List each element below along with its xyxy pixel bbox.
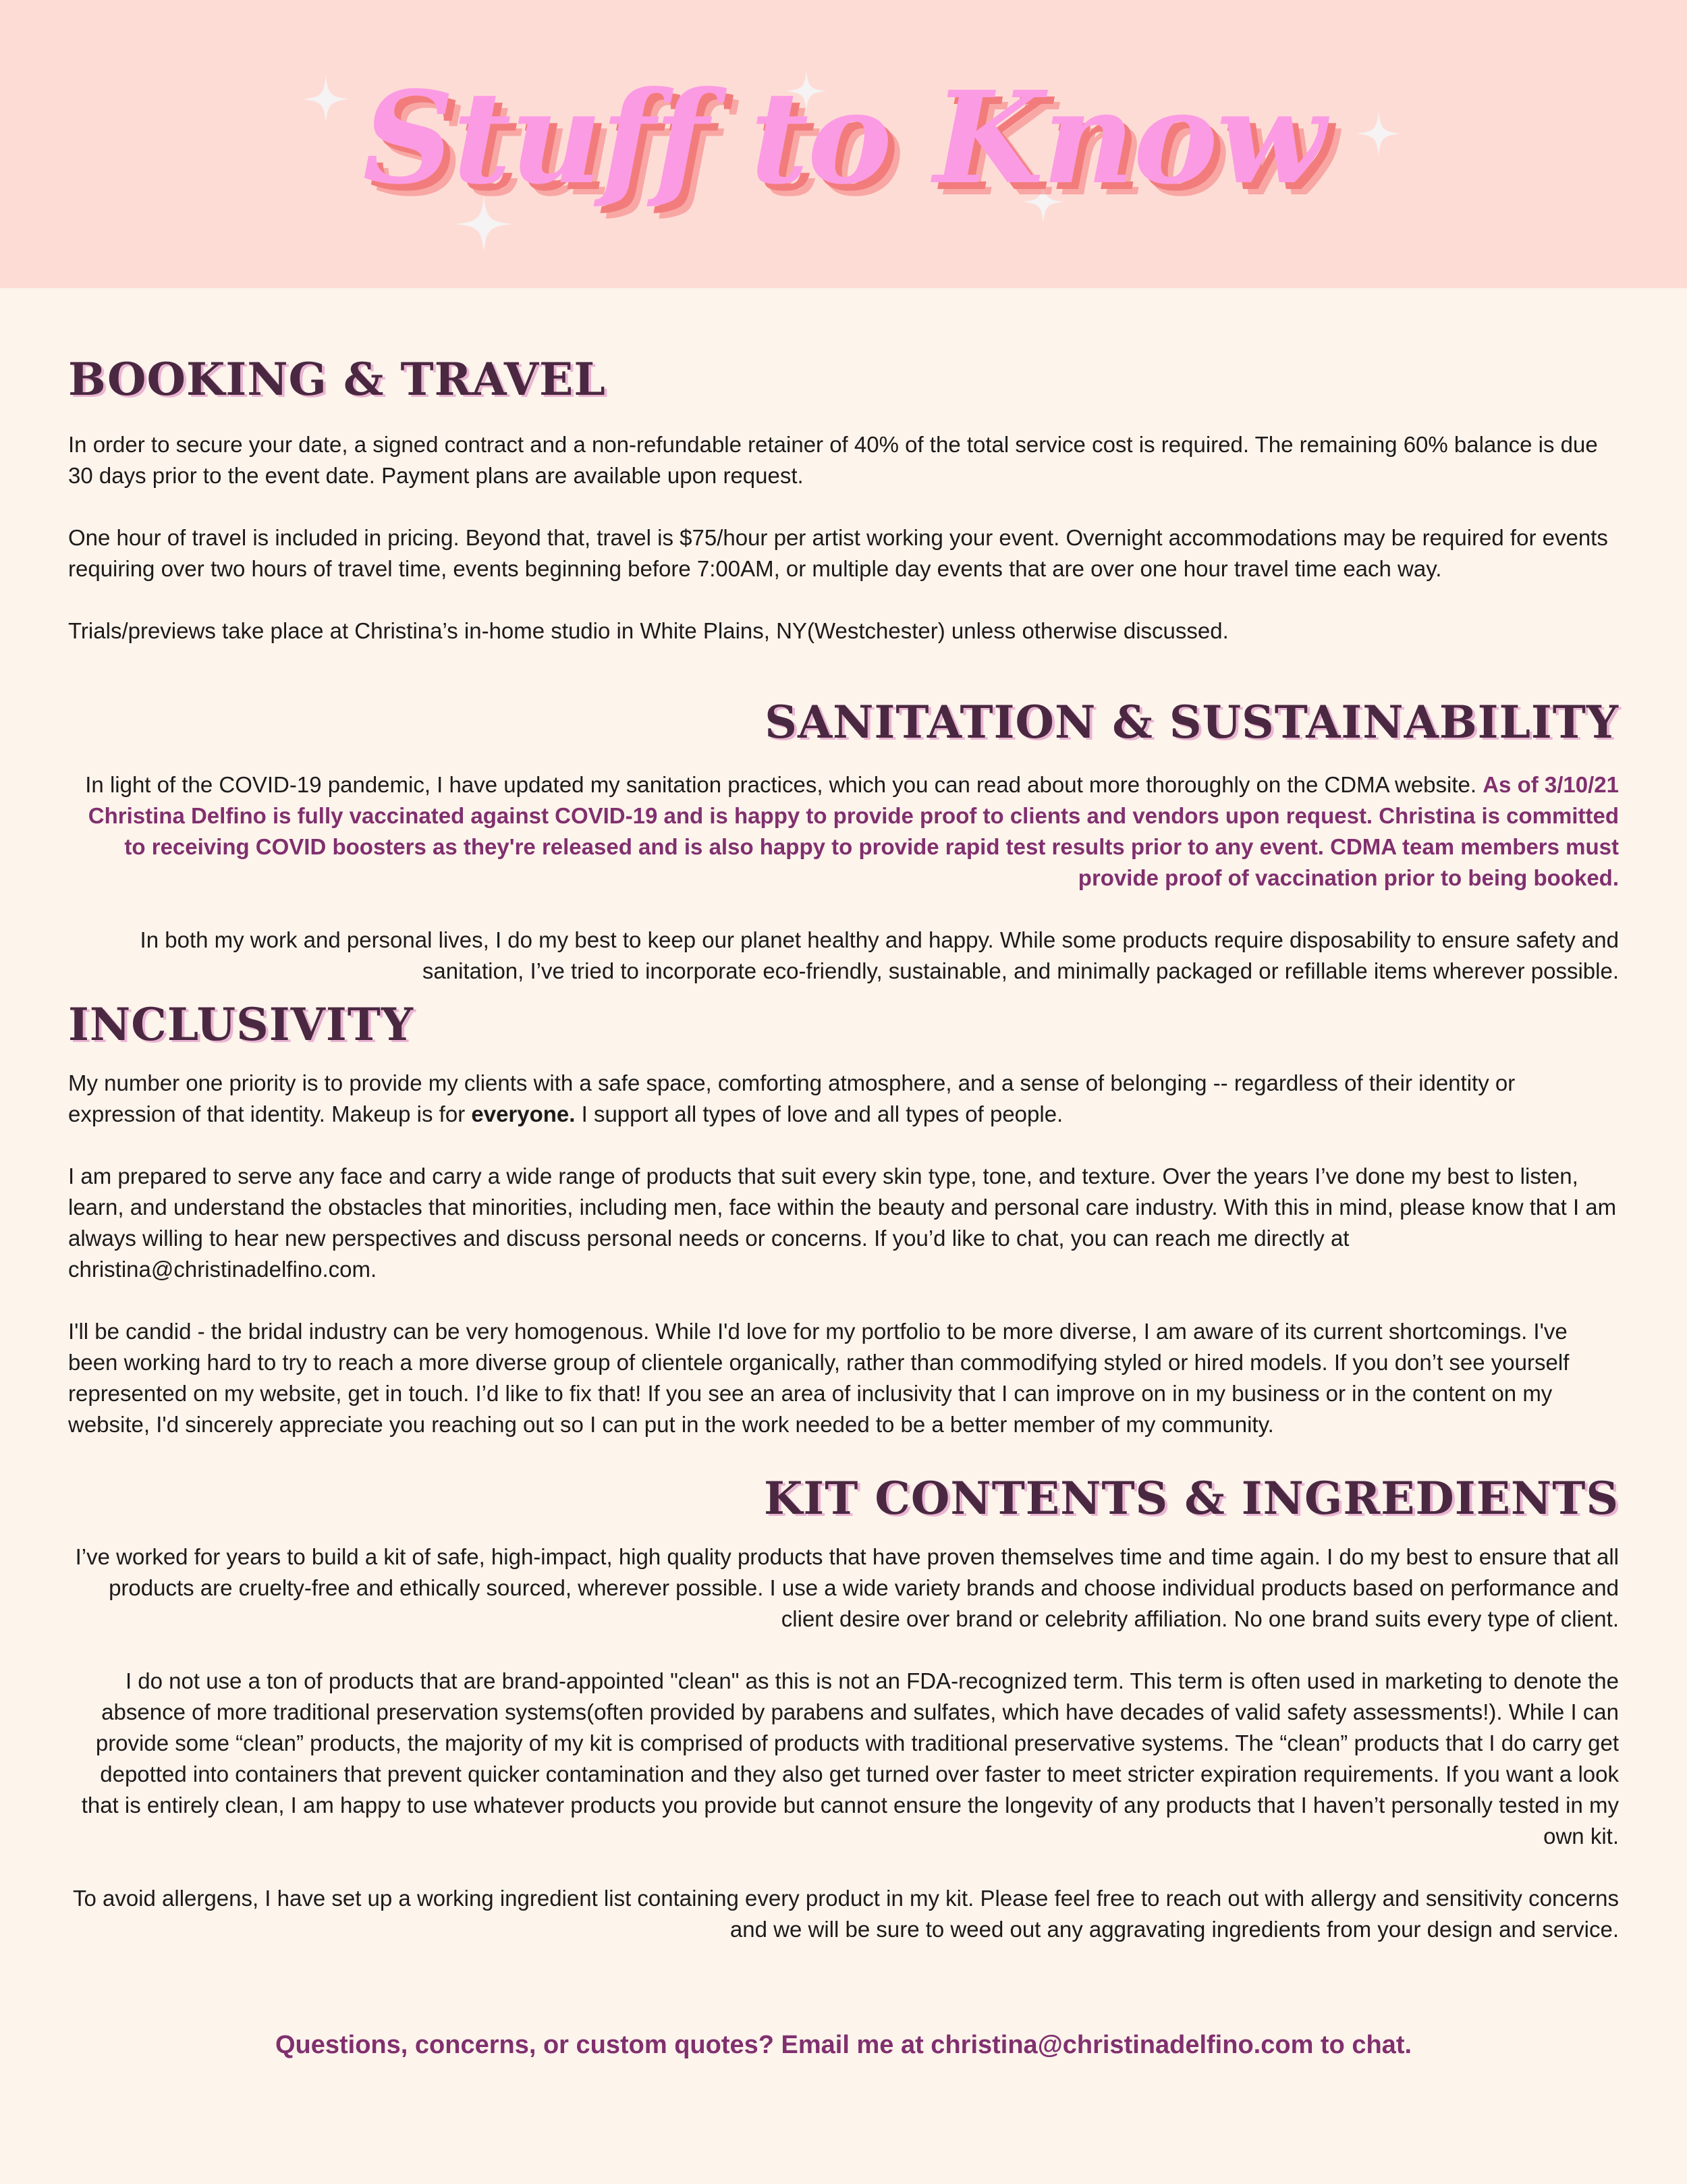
inclusivity-text: I support all types of love and all types of people. xyxy=(575,1101,1063,1126)
section-heading-inclusivity: INCLUSIVITY xyxy=(68,998,414,1051)
inclusivity-section xyxy=(68,996,1619,1440)
booking-section xyxy=(68,351,1619,647)
main-content xyxy=(68,351,1619,1945)
kit-paragraph: To avoid allergens, I have set up a working ingredient list containing every product in my kit. Please feel free to reach out with allergy and sensitivity concerns and we will be sure to weed out any aggravating ingredients from your design and service. xyxy=(72,1886,1619,1942)
kit-paragraph: I’ve worked for years to build a kit of safe, high-impact, high quality products that have proven themselves time and time again. I do my best to ensure that all products are cruelty-free and ethically sourced, wherever possible. I use a wide variety brands and choose individual products based on performance and client desire over brand or celebrity affiliation. No one brand suits every type of client. xyxy=(75,1544,1619,1631)
vaccination-notice: As of 3/10/21 Christina Delfino is fully vaccinated against COVID-19 and is happy to provide proof to clients and vendors upon request. Christina is committed to receiving COVID boosters as they're released and is also happy to provide rapid test results prior to any event. CDMA team members must provide proof of vaccination prior to being booked. xyxy=(88,772,1619,890)
sanitation-text: In light of the COVID-19 pandemic, I have updated my sanitation practices, which you can read about more thoroughly on the CDMA website. xyxy=(85,772,1477,797)
inclusivity-paragraph: I'll be candid - the bridal industry can be very homogenous. While I'd love for my portfolio to be more diverse, I am aware of its current shortcomings. I've been working hard to try to reach a more diverse group of clientele organically, rather than commodifying styled or hired models. If you don’t see yourself represented on my website, get in touch. I’d like to fix that! If you see an area of inclusivity that I can improve on in my business or in the content on my website, I'd sincerely appreciate you reaching out so I can put in the work needed to be a better member of my community. xyxy=(68,1319,1570,1437)
page-title: Stuff to Know xyxy=(362,63,1325,213)
inclusivity-text: My number one priority is to provide my clients with a safe space, comforting atmosphere, and a sense of belonging -- regardless of their identity or expression of that identity. Makeup is for xyxy=(68,1070,1516,1126)
booking-paragraph: Trials/previews take place at Christina’s in-home studio in White Plains, NY(Westchester) unless otherwise discussed. xyxy=(68,618,1229,643)
inclusivity-paragraph: I am prepared to serve any face and carry a wide range of products that suit every skin type, tone, and texture. Over the years I’ve done my best to listen, learn, and understand the obstacles that minorities, including men, face within the beauty and personal care industry. With this in mind, please know that I am always willing to hear new perspectives and discuss personal needs or concerns. If you’d like to chat, you can reach me directly at christina@christinadelfino.com. xyxy=(68,1164,1617,1282)
section-heading-kit: KIT CONTENTS & INGREDIENTS xyxy=(764,1472,1619,1525)
header-banner xyxy=(0,0,1687,288)
contact-footer: Questions, concerns, or custom quotes? Email me at christina@christinadelfino.com to chat. xyxy=(275,2031,1412,2059)
kit-section xyxy=(68,1470,1619,1945)
sustainability-paragraph: In both my work and personal lives, I do my best to keep our planet healthy and happy. While some products require disposability to ensure safety and sanitation, I’ve tried to incorporate eco-friendly, sustainable, and minimally packaged or refillable items wherever possible. xyxy=(140,927,1619,983)
sanitation-section xyxy=(68,694,1619,987)
section-heading-sanitation: SANITATION & SUSTAINABILITY xyxy=(765,696,1619,748)
section-heading-booking: BOOKING & TRAVEL xyxy=(68,353,606,406)
inclusivity-paragraph xyxy=(68,1068,1619,1130)
sanitation-paragraph xyxy=(68,769,1619,894)
kit-paragraph: I do not use a ton of products that are brand-appointed "clean" as this is not an FDA-recognized term. This term is often used in marketing to denote the absence of more traditional preservation systems(often provided by parabens and sulfates, which have decades of valid safety assessments!). While I can provide some “clean” products, the majority of my kit is comprised of products with traditional preservative systems. The “clean” products that I do carry get depotted into containers that prevent quicker contamination and they also get turned over faster to meet stricter expiration requirements. If you want a look that is entirely clean, I am happy to use whatever products you provide but cannot ensure the longevity of any products that I haven’t personally tested in my own kit. xyxy=(81,1668,1619,1849)
inclusivity-emphasis: everyone. xyxy=(471,1101,576,1126)
booking-paragraph: One hour of travel is included in pricing. Beyond that, travel is $75/hour per artist working your event. Overnight accommodations may be required for events requiring over two hours of travel time, events beginning before 7:00AM, or multiple day events that are over one hour travel time each way. xyxy=(68,525,1608,581)
booking-paragraph: In order to secure your date, a signed contract and a non-refundable retainer of 40% of the total service cost is required. The remaining 60% balance is due 30 days prior to the event date. Payment plans are available upon request. xyxy=(68,432,1598,488)
